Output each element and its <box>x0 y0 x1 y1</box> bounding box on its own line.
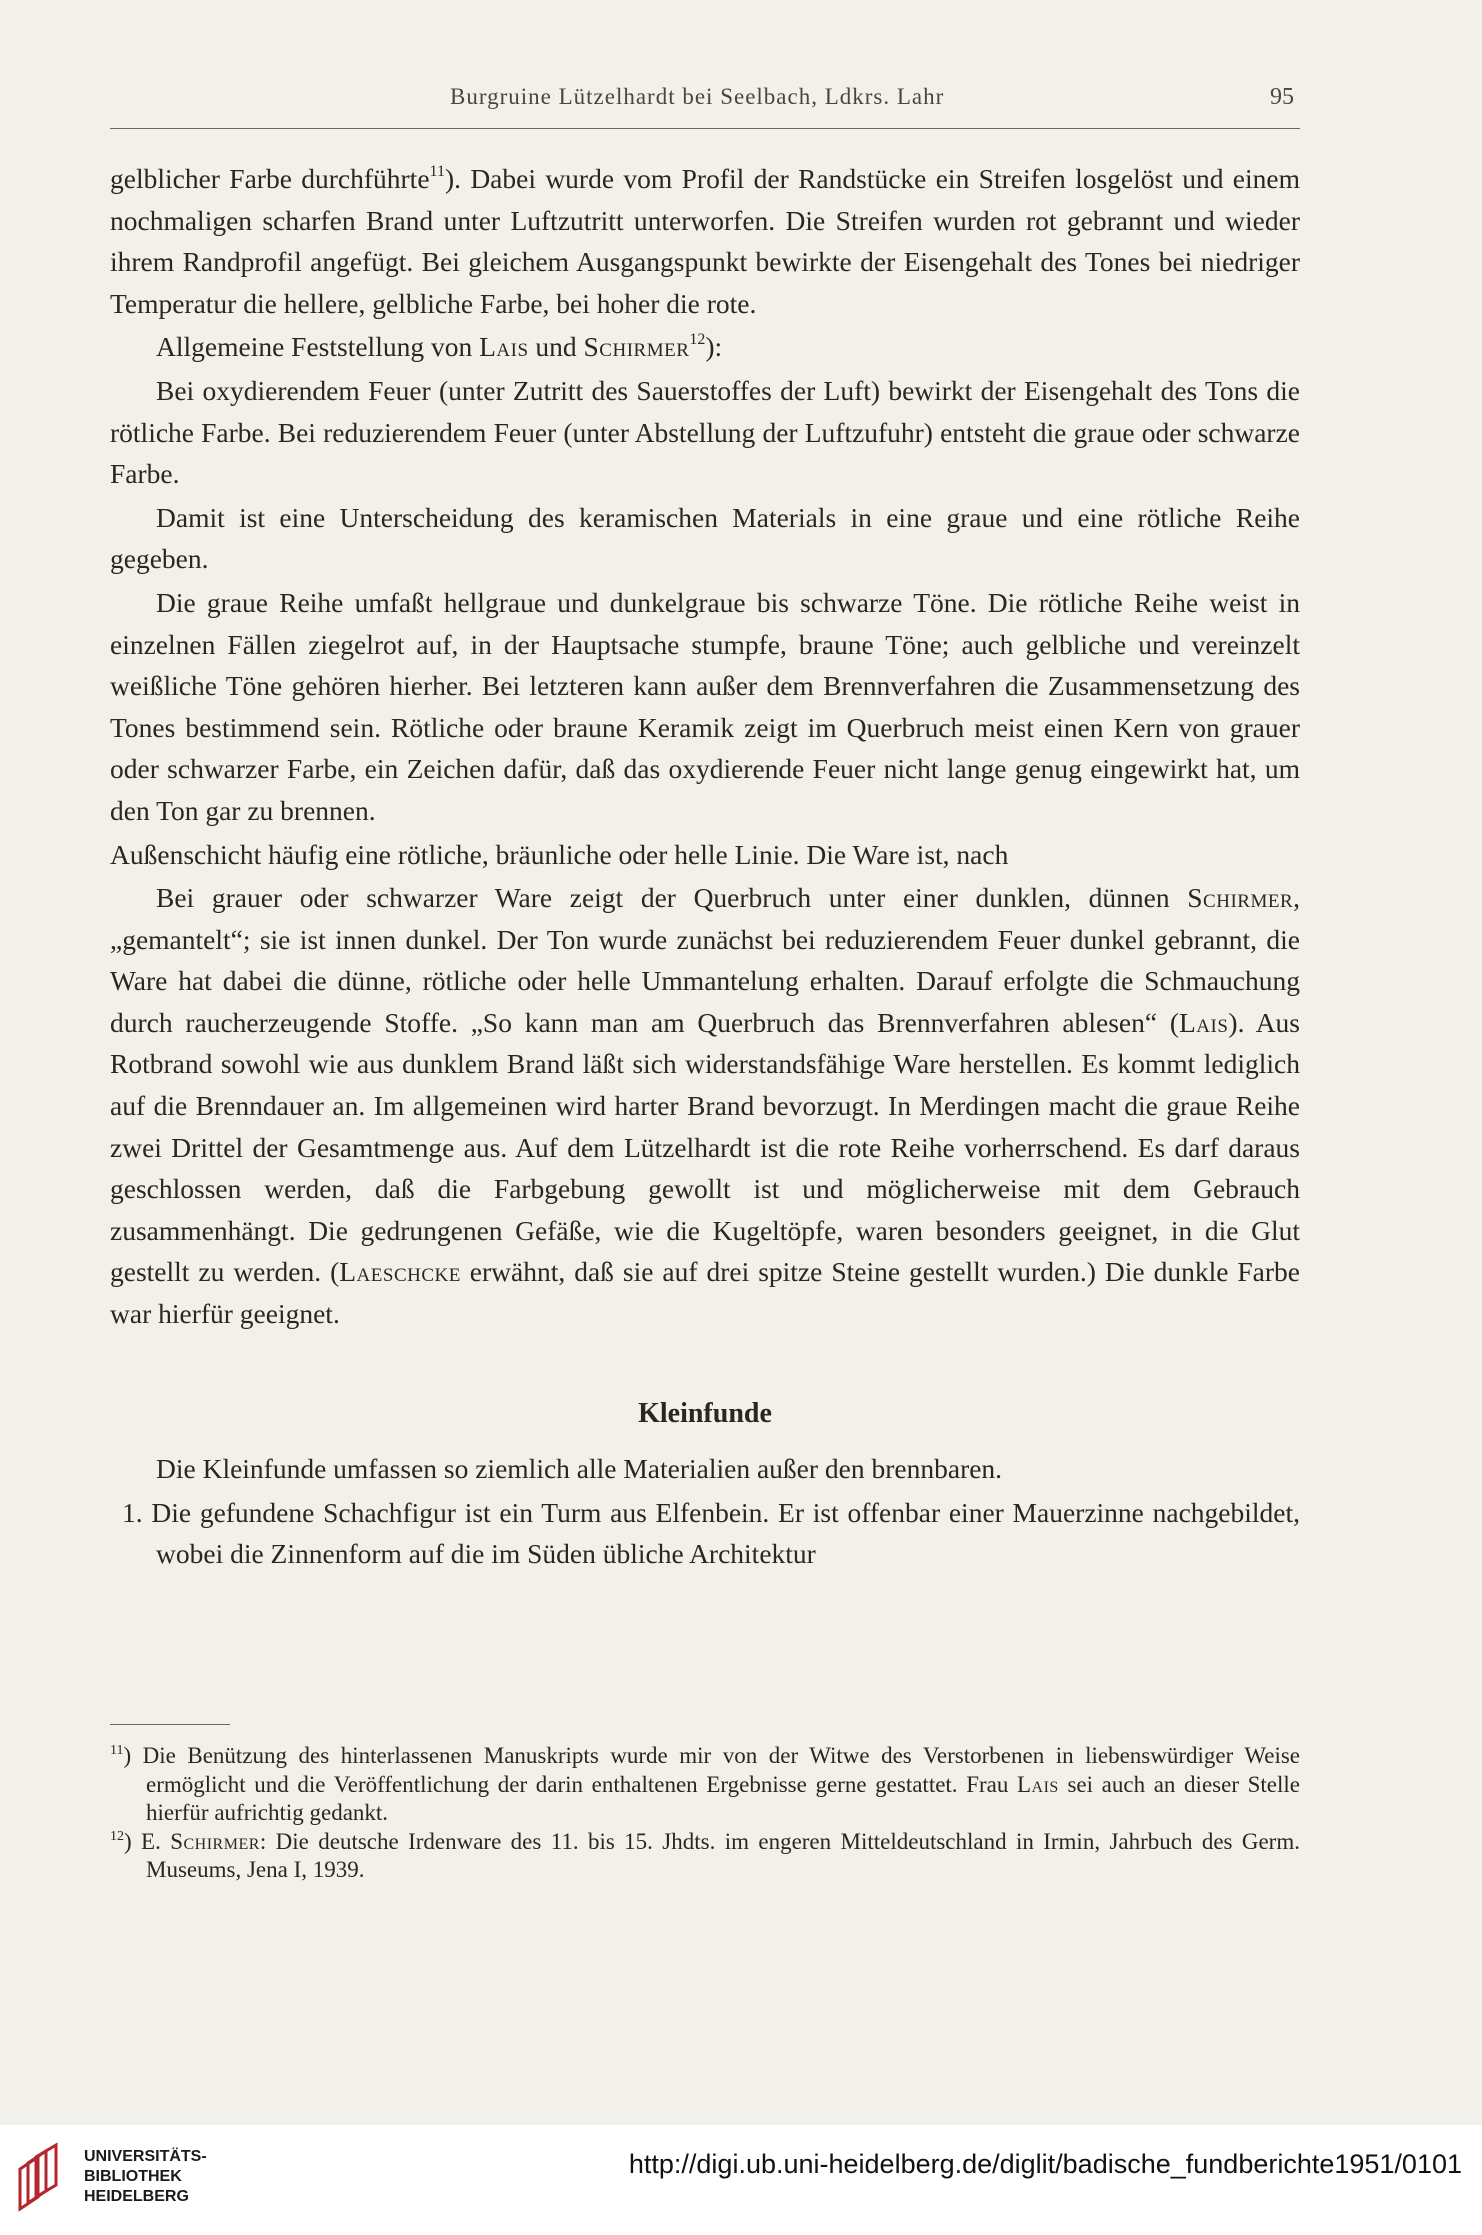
footnote-ref: 11 <box>429 163 445 180</box>
footnote-12 <box>110 1828 1300 1885</box>
author-name: Lais <box>479 331 529 363</box>
paragraph <box>110 877 1300 1335</box>
author-name: Schirmer <box>583 331 690 363</box>
text-run: und <box>528 331 584 363</box>
footnote-rule <box>110 1724 230 1725</box>
page-number: 95 <box>1270 84 1294 110</box>
text-run: : Die deutsche Irdenware des 11. bis 15. Jhdts. im engeren Mitteldeutschland in Irmin, Jahrbuch des Germ. Museums, Jena I, 1939. <box>146 1828 1300 1882</box>
paragraph: Bei oxydierendem Feuer (unter Zutritt des Sauerstoffes der Luft) bewirkt der Eisengehalt des Tons die rötliche Farbe. Bei reduzierendem Feuer (unter Abstellung der Luftzufuhr) entsteht die graue oder schwarze Farbe. <box>110 374 1300 490</box>
library-logo-icon <box>16 2139 62 2215</box>
text-run: erwähnt, daß sie auf drei spitze Steine gestellt wurden.) Die dunkle Farbe war hierfür geeignet. <box>110 1256 1300 1330</box>
text-run: Allgemeine Feststellung von <box>156 331 480 363</box>
paragraph <box>110 158 1300 324</box>
library-name-line: UNIVERSITÄTS- <box>84 2148 207 2165</box>
running-title: Burgruine Lützelhardt bei Seelbach, Ldkrs. Lahr <box>450 84 945 109</box>
author-name: Schirmer <box>1187 882 1294 914</box>
author-name: Lais <box>1017 1771 1059 1797</box>
footnotes <box>110 1742 1300 1885</box>
body-text <box>110 158 1300 1575</box>
author-name: Schirmer <box>170 1828 260 1854</box>
list-item: 1. Die gefundene Schachfigur ist ein Turm aus Elfenbein. Er ist offenbar einer Mauerzinne nachgebildet, wobei die Zinnenform auf die im Süden übliche Architektur <box>122 1496 1300 1570</box>
author-name: Lais <box>1179 1006 1229 1038</box>
footnote-ref: 12 <box>689 331 706 349</box>
footnote-11 <box>110 1742 1300 1828</box>
footnote-mark: 12 <box>110 1828 124 1844</box>
text-run: Bei grauer oder schwarzer Ware zeigt der Querbruch unter einer dunklen, dünnen <box>156 882 1188 914</box>
text-run: ) Die Benützung des hinterlassenen Manuskripts wurde mir von der Witwe des Verstorbenen in liebenswürdiger Weise ermöglicht und die Veröffentlichung der darin enthaltenen Ergebnisse gerne gestattet. Frau <box>123 1743 1300 1797</box>
paragraph <box>110 326 1300 368</box>
running-head <box>0 84 1482 124</box>
text-run: ). Aus Rotbrand sowohl wie aus dunklem Brand läßt sich widerstandsfähige Ware herstellen. Es kommt lediglich auf die Brenndauer an. Im allgemeinen wird harter Brand bevorzugt. In Merdingen macht die graue Reihe zwei Drittel der Gesamtmenge aus. Auf dem Lützelhardt ist die rote Reihe vorherrschend. Es darf daraus geschlossen werden, daß die Farbgebung gewollt ist und möglicherweise mit dem Gebrauch zusammenhängt. Die gedrungenen Gefäße, wie die Kugeltöpfe, waren besonders geeignet, in die Glut gestellt zu werden. ( <box>110 1006 1301 1288</box>
text-run: ). Dabei wurde vom Profil der Randstücke ein Streifen losgelöst und einem nochmaligen scharfen Brand unter Luftzutritt unterworfen. Die Streifen wurden rot gebrannt und wieder ihrem Randprofil angefügt. Bei gleichem Ausgangspunkt bewirkte der Eisengehalt des Tones bei niedriger Temperatur die hellere, gelbliche Farbe, bei hoher die rote. <box>110 163 1300 319</box>
text-run: , „gemantelt“; sie ist innen dunkel. Der Ton wurde zunächst bei reduzierendem Feuer dunkel gebrannt, die Ware hat dabei die dünne, rötliche oder helle Ummantelung erhalten. Darauf erfolgte die Schmauchung durch raucherzeugende Stoffe. „So kann man am Querbruch das Brennverfahren ablesen“ ( <box>110 882 1300 1038</box>
author-name: Laeschcke <box>339 1256 461 1288</box>
paragraph: Außenschicht häufig eine rötliche, bräunliche oder helle Linie. Die Ware ist, nach <box>110 838 1009 870</box>
text-run: sei auch an dieser Stelle hierfür aufrichtig gedankt. <box>146 1771 1300 1825</box>
library-name-line: HEIDELBERG <box>84 2188 189 2205</box>
paragraph: Die graue Reihe umfaßt hellgraue und dunkelgraue bis schwarze Töne. Die rötliche Reihe weist in einzelnen Fällen ziegelrot auf, in der Hauptsache stumpfe, braune Töne; auch gelbliche und vereinzelt weißliche Töne gehören hierher. Bei letzteren kann außer dem Brennverfahren die Zusammensetzung des Tones bestimmend sein. Rötliche oder braune Keramik zeigt im Querbruch meist einen Kern von grauer oder schwarzer Farbe, ein Zeichen dafür, daß das oxydierende Feuer nicht lange genug eingewirkt hat, um den Ton gar zu brennen. <box>110 586 1300 826</box>
library-name-line: BIBLIOTHEK <box>84 2168 182 2185</box>
text-run: gelblicher Farbe durchführte <box>110 163 430 194</box>
paragraph: Die Kleinfunde umfassen so ziemlich alle Materialien außer den brennbaren. <box>156 1453 1003 1485</box>
text-run: ) E. <box>124 1828 171 1854</box>
text-run: ): <box>705 331 723 363</box>
library-name <box>84 2147 207 2207</box>
section-heading: Kleinfunde <box>638 1397 772 1429</box>
permalink-url[interactable]: http://digi.ub.uni-heidelberg.de/diglit/badische_fundberichte1951/0101 <box>628 2149 1462 2179</box>
footnote-mark: 11 <box>110 1743 124 1758</box>
digitization-footer <box>0 2125 1482 2235</box>
paragraph: Damit ist eine Unterscheidung des keramischen Materials in eine graue und eine rötliche Reihe gegeben. <box>110 501 1300 575</box>
header-rule <box>110 128 1300 129</box>
